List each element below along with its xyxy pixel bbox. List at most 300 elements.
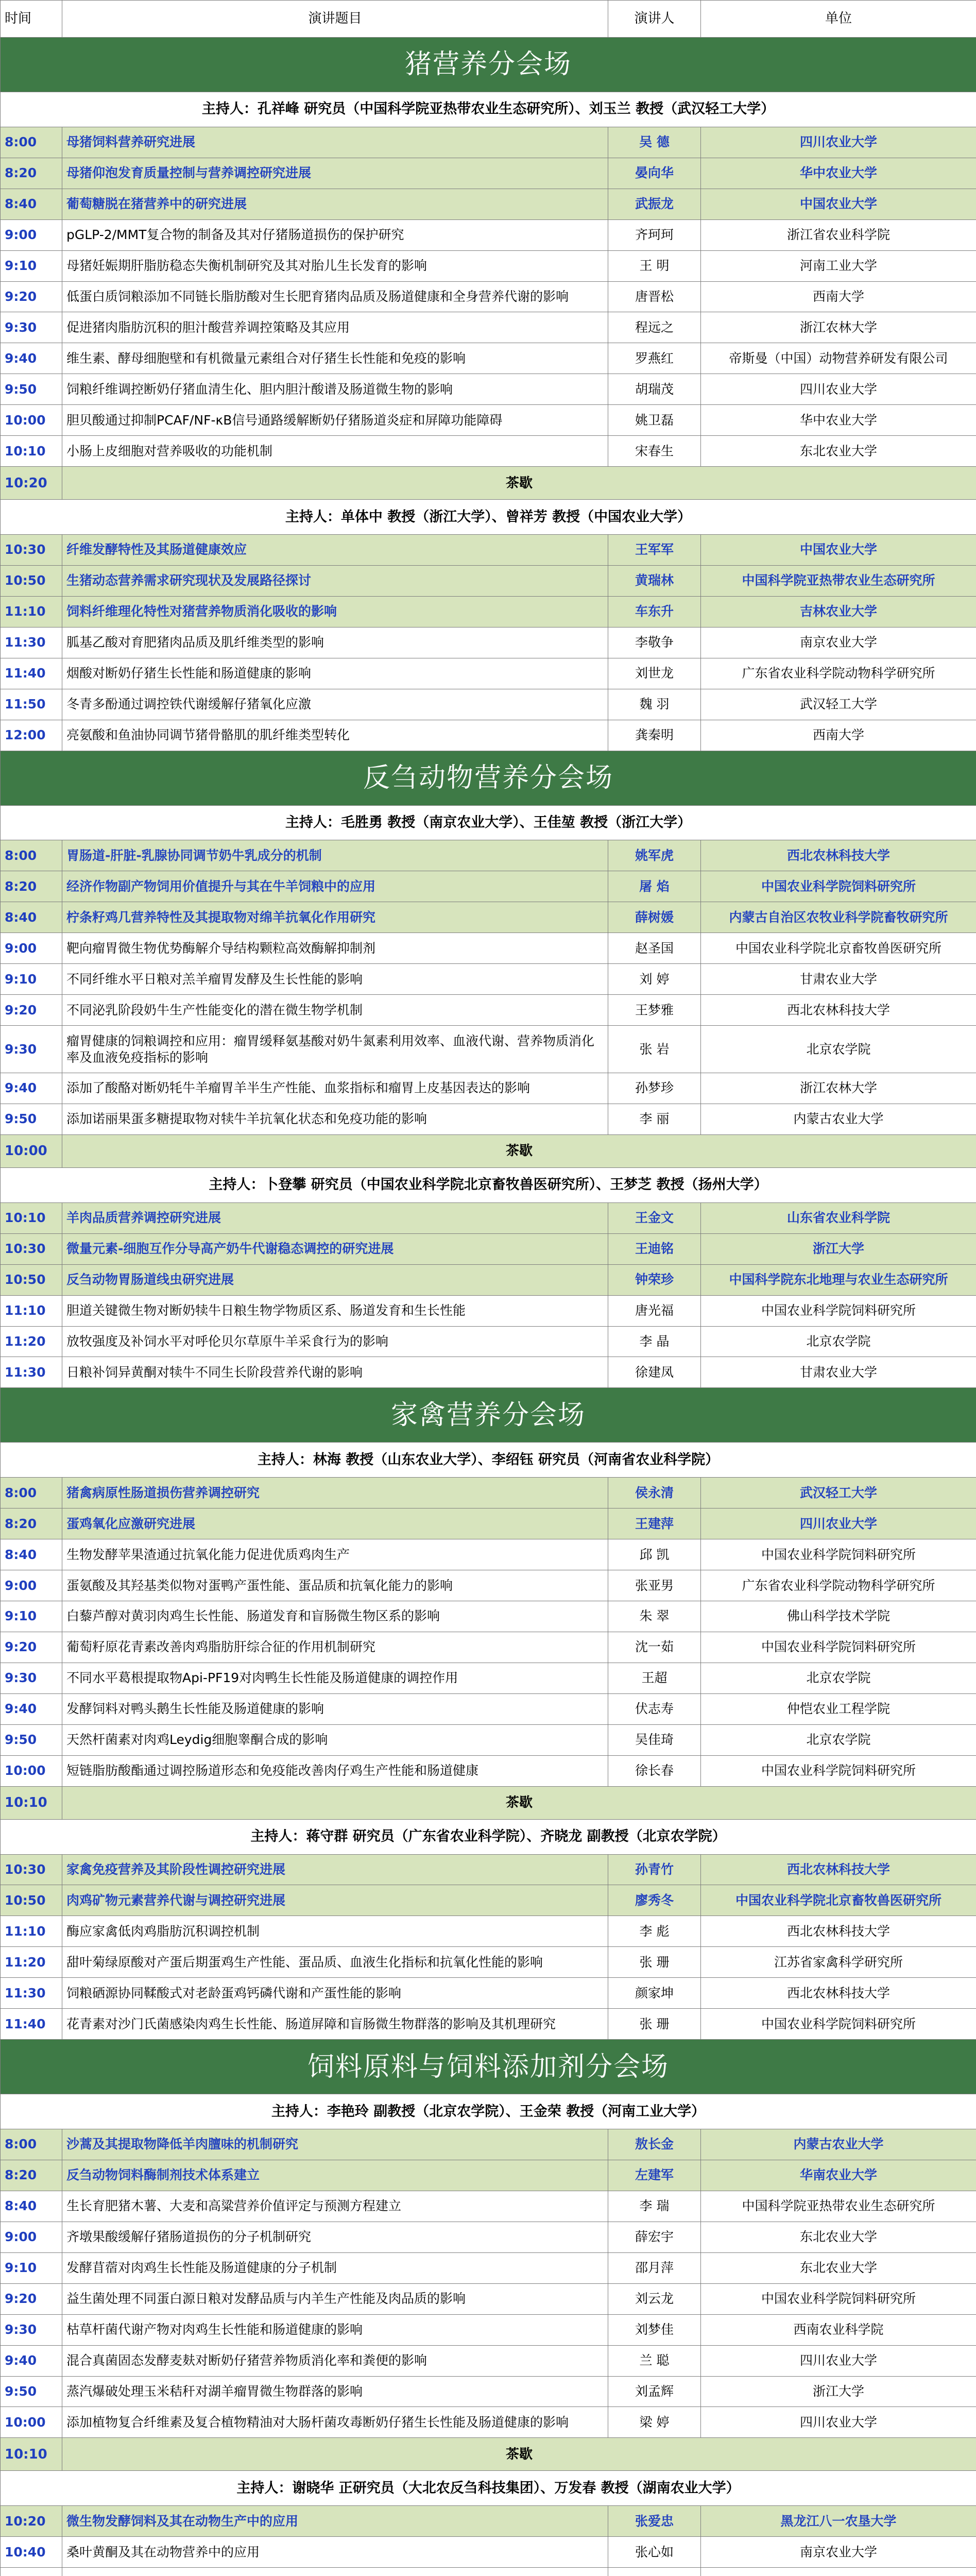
talk-time (1, 2568, 62, 2576)
talk-unit: 华南农业大学 (701, 2160, 976, 2191)
talk-time: 9:00 (1, 2222, 62, 2252)
schedule-body (1, 1, 976, 2576)
talk-speaker: 徐长春 (608, 1755, 701, 1786)
talk-time: 11:20 (1, 1326, 62, 1357)
session-chairs: 主持人：毛胜勇 教授（南京农业大学）、王佳堃 教授（浙江大学） (1, 805, 976, 840)
talk-time: 10:50 (1, 565, 62, 596)
session-chairs: 主持人：单体中 教授（浙江大学）、曾祥芳 教授（中国农业大学） (1, 500, 976, 535)
talk-row (1, 2283, 976, 2314)
talk-row (1, 1026, 976, 1073)
session-chairs: 主持人：孔祥峰 研究员（中国科学院亚热带农业生态研究所）、刘玉兰 教授（武汉轻工大学） (1, 92, 976, 127)
talk-unit: 中国农业科学院饲料研究所 (701, 2283, 976, 2314)
talk-topic: 微量元素-细胞互作分导高产奶牛代谢稳态调控的研究进展 (62, 1233, 608, 1264)
talk-topic: 小肠上皮细胞对营养吸收的功能机制 (62, 436, 608, 467)
talk-row (1, 535, 976, 566)
talk-time: 11:10 (1, 1295, 62, 1326)
section-title-row (1, 2040, 976, 2094)
chair-row (1, 1443, 976, 1478)
talk-speaker: 刘云龙 (608, 2283, 701, 2314)
talk-topic: pGLP-2/MMT复合物的制备及其对仔猪肠道损伤的保护研究 (62, 219, 608, 250)
talk-speaker: 李 丽 (608, 1104, 701, 1134)
talk-speaker: 罗燕红 (608, 343, 701, 374)
talk-row (1, 1916, 976, 1947)
talk-topic: 经济作物副产物饲用价值提升与其在牛羊饲粮中的应用 (62, 871, 608, 902)
talk-row (1, 658, 976, 689)
talk-unit: 南京农业大学 (701, 627, 976, 658)
talk-row (1, 627, 976, 658)
talk-topic: 饲料纤维理化特性对猪营养物质消化吸收的影响 (62, 596, 608, 627)
talk-unit: 浙江省农业科学院 (701, 219, 976, 250)
talk-time: 8:00 (1, 1478, 62, 1509)
talk-speaker: 兰 聪 (608, 2345, 701, 2376)
session-chairs: 主持人：林海 教授（山东农业大学）、李绍钰 研究员（河南省农业科学院） (1, 1443, 976, 1478)
talk-row (1, 1724, 976, 1755)
talk-row (1, 312, 976, 343)
talk-time: 11:30 (1, 627, 62, 658)
talk-time: 10:30 (1, 1854, 62, 1885)
talk-unit: 吉林农业大学 (701, 596, 976, 627)
talk-speaker: 龚秦明 (608, 720, 701, 751)
talk-topic: 饲粮纤维调控断奶仔猪血清生化、胆内胆汁酸谱及肠道微生物的影响 (62, 374, 608, 405)
talk-speaker: 屠 焰 (608, 871, 701, 902)
talk-row (1, 1693, 976, 1724)
talk-row (1, 2345, 976, 2376)
talk-time: 8:20 (1, 1509, 62, 1539)
talk-row (1, 2568, 976, 2576)
talk-speaker: 晏向华 (608, 158, 701, 189)
talk-time: 10:20 (1, 2506, 62, 2537)
break-time: 10:10 (1, 1786, 62, 1819)
talk-unit: 山东省农业科学院 (701, 1202, 976, 1233)
talk-time: 9:40 (1, 343, 62, 374)
talk-speaker: 魏 羽 (608, 689, 701, 720)
talk-unit: 中国农业科学院饲料研究所 (701, 1295, 976, 1326)
talk-row (1, 1539, 976, 1570)
talk-unit: 西南大学 (701, 720, 976, 751)
break-row (1, 467, 976, 500)
talk-topic: 纤维发酵特性及其肠道健康效应 (62, 535, 608, 566)
talk-speaker: 孙青竹 (608, 1854, 701, 1885)
talk-row (1, 1202, 976, 1233)
talk-topic: 发酵苜蓿对肉鸡生长性能及肠道健康的分子机制 (62, 2252, 608, 2283)
talk-row (1, 720, 976, 751)
session-chairs: 主持人：李艳玲 副教授（北京农学院）、王金荣 教授（河南工业大学） (1, 2094, 976, 2129)
talk-topic: 天然杆菌素对肉鸡Leydig细胞睾酮合成的影响 (62, 1724, 608, 1755)
talk-unit: 中国农业大学 (701, 535, 976, 566)
talk-speaker: 刘孟辉 (608, 2376, 701, 2407)
talk-row (1, 281, 976, 312)
talk-time: 8:00 (1, 127, 62, 158)
talk-topic: 胆道关键微生物对断奶犊牛日粮生物学物质区系、肠道发育和生长性能 (62, 1295, 608, 1326)
talk-unit: 中国农业科学院北京畜牧兽医研究所 (701, 933, 976, 964)
talk-speaker: 唐晋松 (608, 281, 701, 312)
talk-unit: 武汉轻工大学 (701, 1478, 976, 1509)
talk-row (1, 343, 976, 374)
talk-unit: 北京农学院 (701, 1724, 976, 1755)
talk-time: 10:30 (1, 535, 62, 566)
chair-row (1, 1167, 976, 1202)
talk-unit: 东北农业大学 (701, 2252, 976, 2283)
talk-unit: 浙江农林大学 (701, 312, 976, 343)
talk-speaker: 胡瑞茂 (608, 374, 701, 405)
talk-topic: 反刍动物饲料酶制剂技术体系建立 (62, 2160, 608, 2191)
talk-topic: 添加了酸酪对断奶牦牛羊瘤胃羊半生产性能、血浆指标和瘤胃上皮基因表达的影响 (62, 1073, 608, 1104)
talk-time: 9:40 (1, 1693, 62, 1724)
talk-speaker: 王超 (608, 1663, 701, 1693)
talk-unit: 西北农林科技大学 (701, 1916, 976, 1947)
talk-time: 10:00 (1, 2407, 62, 2438)
talk-topic: 维生素、酵母细胞壁和有机微量元素组合对仔猪生长性能和免疫的影响 (62, 343, 608, 374)
talk-unit: 中国农业科学院饲料研究所 (701, 1632, 976, 1663)
talk-unit: 中国科学院亚热带农业生态研究所 (701, 565, 976, 596)
talk-speaker: 吴 德 (608, 127, 701, 158)
talk-speaker: 王金文 (608, 1202, 701, 1233)
talk-speaker: 刘梦佳 (608, 2314, 701, 2345)
break-row (1, 1134, 976, 1167)
break-row (1, 2438, 976, 2471)
talk-row (1, 933, 976, 964)
talk-unit: 内蒙古自治区农牧业科学院畜牧研究所 (701, 902, 976, 933)
chair-row (1, 2094, 976, 2129)
talk-speaker: 王迪铭 (608, 1233, 701, 1264)
talk-time: 9:40 (1, 1073, 62, 1104)
chair-row (1, 2471, 976, 2506)
talk-time: 8:20 (1, 2160, 62, 2191)
talk-unit: 四川农业大学 (701, 2345, 976, 2376)
talk-unit: 黑龙江八一农垦大学 (701, 2506, 976, 2537)
talk-time: 9:30 (1, 1026, 62, 1073)
talk-time: 11:20 (1, 1947, 62, 1978)
talk-speaker: 张 岩 (608, 1026, 701, 1073)
talk-topic: 胃肠道-肝脏-乳腺协同调节奶牛乳成分的机制 (62, 840, 608, 871)
talk-speaker: 王建萍 (608, 1509, 701, 1539)
talk-time: 8:40 (1, 189, 62, 219)
talk-speaker: 薛树媛 (608, 902, 701, 933)
talk-unit: 河南工业大学 (701, 250, 976, 281)
talk-time: 8:00 (1, 2129, 62, 2160)
talk-time: 9:30 (1, 312, 62, 343)
talk-time: 11:30 (1, 1978, 62, 2009)
talk-unit: 中国农业科学院北京畜牧兽医研究所 (701, 1885, 976, 1916)
talk-row (1, 840, 976, 871)
talk-unit: 甘肃农业大学 (701, 964, 976, 995)
talk-time: 9:20 (1, 995, 62, 1026)
talk-speaker: 张心如 (608, 2537, 701, 2568)
talk-time: 9:20 (1, 1632, 62, 1663)
talk-time: 9:10 (1, 964, 62, 995)
talk-unit: 北京农学院 (701, 1663, 976, 1693)
break-label: 茶歇 (62, 1786, 976, 1819)
chair-row (1, 500, 976, 535)
talk-speaker: 张爱忠 (608, 2506, 701, 2537)
talk-topic: 低蛋白质饲粮添加不同链长脂肪酸对生长肥育猪肉品质及肠道健康和全身营养代谢的影响 (62, 281, 608, 312)
talk-unit: 浙江大学 (701, 2376, 976, 2407)
talk-time: 9:10 (1, 2252, 62, 2283)
talk-topic: 冬青多酚通过调控铁代谢缓解仔猪氧化应激 (62, 689, 608, 720)
talk-speaker: 刘世龙 (608, 658, 701, 689)
talk-topic: 亮氨酸和鱼油协同调节猪骨骼肌的肌纤维类型转化 (62, 720, 608, 751)
talk-topic: 不同泌乳阶段奶牛生产性能变化的潜在微生物学机制 (62, 995, 608, 1026)
talk-time: 8:40 (1, 902, 62, 933)
talk-topic: 生物发酵苹果渣通过抗氧化能力促进优质鸡肉生产 (62, 1539, 608, 1570)
header-speaker: 演讲人 (608, 1, 701, 38)
talk-time: 10:50 (1, 1264, 62, 1295)
talk-topic: 母猪妊娠期肝脂肪稳态失衡机制研究及其对胎儿生长发育的影响 (62, 250, 608, 281)
talk-row (1, 405, 976, 436)
talk-unit: 中国农业科学院饲料研究所 (701, 2009, 976, 2040)
talk-row (1, 1755, 976, 1786)
talk-unit: 仲恺农业工程学院 (701, 1693, 976, 1724)
talk-speaker: 黄瑞林 (608, 565, 701, 596)
talk-unit: 佛山科学技术学院 (701, 1601, 976, 1632)
talk-speaker: 李敬争 (608, 627, 701, 658)
talk-topic: 花青素对沙门氏菌感染肉鸡生长性能、肠道屏障和盲肠微生物群落的影响及其机理研究 (62, 2009, 608, 2040)
talk-time: 10:00 (1, 405, 62, 436)
talk-time: 10:10 (1, 436, 62, 467)
talk-time: 11:10 (1, 1916, 62, 1947)
break-time: 10:00 (1, 1134, 62, 1167)
talk-time: 9:00 (1, 933, 62, 964)
talk-topic: 桑叶黄酮及其在动物营养中的应用 (62, 2537, 608, 2568)
talk-row (1, 436, 976, 467)
talk-speaker: 李 晶 (608, 1326, 701, 1357)
talk-topic: 微生物发酵饲料及其在动物生产中的应用 (62, 2506, 608, 2537)
talk-unit: 武汉轻工大学 (701, 689, 976, 720)
talk-unit: 中国农业科学院饲料研究所 (701, 1755, 976, 1786)
talk-speaker: 王军军 (608, 535, 701, 566)
talk-unit: 广东省农业科学院动物科学研究所 (701, 658, 976, 689)
talk-time: 8:20 (1, 871, 62, 902)
talk-unit: 西南农业科学院 (701, 2314, 976, 2345)
talk-topic: 母猪仰泡发育质量控制与营养调控研究进展 (62, 158, 608, 189)
talk-speaker: 宋春生 (608, 436, 701, 467)
talk-time: 9:50 (1, 2376, 62, 2407)
header-row (1, 1, 976, 38)
talk-unit: 西北农林科技大学 (701, 1854, 976, 1885)
talk-unit (701, 2568, 976, 2576)
talk-speaker: 车东升 (608, 596, 701, 627)
talk-speaker: 张 珊 (608, 2009, 701, 2040)
talk-time: 10:50 (1, 1885, 62, 1916)
chair-row (1, 805, 976, 840)
talk-topic: 日粮补饲异黄酮对犊牛不同生长阶段营养代谢的影响 (62, 1357, 608, 1388)
talk-time: 9:50 (1, 1104, 62, 1134)
talk-unit: 北京农学院 (701, 1026, 976, 1073)
talk-unit: 广东省农业科学院动物科学研究所 (701, 1570, 976, 1601)
talk-speaker: 程远之 (608, 312, 701, 343)
break-row (1, 1786, 976, 1819)
talk-speaker: 侯永清 (608, 1478, 701, 1509)
talk-topic: 齐墩果酸缓解仔猪肠道损伤的分子机制研究 (62, 2222, 608, 2252)
talk-topic: 胍基乙酸对育肥猪肉品质及肌纤维类型的影响 (62, 627, 608, 658)
talk-row (1, 2537, 976, 2568)
talk-time: 11:40 (1, 658, 62, 689)
talk-row (1, 1264, 976, 1295)
talk-row (1, 189, 976, 219)
talk-topic: 酶应家禽低肉鸡脂肪沉积调控机制 (62, 1916, 608, 1947)
talk-speaker: 薛宏宇 (608, 2222, 701, 2252)
talk-time: 10:00 (1, 1755, 62, 1786)
talk-row (1, 2191, 976, 2222)
talk-row (1, 2506, 976, 2537)
talk-time: 9:50 (1, 1724, 62, 1755)
talk-speaker: 王梦雅 (608, 995, 701, 1026)
talk-topic: 蛋氨酸及其羟基类似物对蛋鸭产蛋性能、蛋品质和抗氧化能力的影响 (62, 1570, 608, 1601)
talk-topic: 不同纤维水平日粮对羔羊瘤胃发酵及生长性能的影响 (62, 964, 608, 995)
talk-row (1, 2252, 976, 2283)
chair-row (1, 1819, 976, 1854)
talk-row (1, 1570, 976, 1601)
talk-unit: 浙江农林大学 (701, 1073, 976, 1104)
talk-row (1, 1947, 976, 1978)
talk-row (1, 565, 976, 596)
talk-unit: 内蒙古农业大学 (701, 2129, 976, 2160)
talk-row (1, 2160, 976, 2191)
talk-unit: 南京农业大学 (701, 2537, 976, 2568)
section-title-row (1, 37, 976, 92)
talk-row (1, 1233, 976, 1264)
talk-topic: 生猪动态营养需求研究现状及发展路径探讨 (62, 565, 608, 596)
talk-row (1, 1632, 976, 1663)
talk-speaker: 李 彪 (608, 1916, 701, 1947)
talk-speaker: 王 明 (608, 250, 701, 281)
talk-row (1, 1885, 976, 1916)
talk-unit: 浙江大学 (701, 1233, 976, 1264)
talk-time: 12:00 (1, 720, 62, 751)
talk-speaker: 钟荣珍 (608, 1264, 701, 1295)
talk-speaker: 赵圣国 (608, 933, 701, 964)
talk-topic: 白藜芦醇对黄羽肉鸡生长性能、肠道发育和盲肠微生物区系的影响 (62, 1601, 608, 1632)
talk-unit: 中国科学院东北地理与农业生态研究所 (701, 1264, 976, 1295)
talk-row (1, 1073, 976, 1104)
talk-topic: 枯草杆菌代谢产物对肉鸡生长性能和肠道健康的影响 (62, 2314, 608, 2345)
talk-row (1, 2376, 976, 2407)
talk-row (1, 871, 976, 902)
talk-speaker: 邱 凯 (608, 1539, 701, 1570)
talk-time: 9:20 (1, 281, 62, 312)
talk-unit: 内蒙古农业大学 (701, 1104, 976, 1134)
talk-row (1, 1509, 976, 1539)
talk-row (1, 1357, 976, 1388)
talk-time: 8:40 (1, 1539, 62, 1570)
talk-topic: 添加植物复合纤维素及复合植物精油对大肠杆菌攻毒断奶仔猪生长性能及肠道健康的影响 (62, 2407, 608, 2438)
break-label: 茶歇 (62, 467, 976, 500)
talk-row (1, 1326, 976, 1357)
talk-unit: 西北农林科技大学 (701, 1978, 976, 2009)
talk-time: 11:40 (1, 2009, 62, 2040)
header-unit: 单位 (701, 1, 976, 38)
talk-unit: 北京农学院 (701, 1326, 976, 1357)
talk-topic: 发酵饲料对鸭头鹅生长性能及肠道健康的影响 (62, 1693, 608, 1724)
talk-speaker: 敖长金 (608, 2129, 701, 2160)
talk-speaker: 朱 翠 (608, 1601, 701, 1632)
talk-topic: 肉鸡矿物元素营养代谢与调控研究进展 (62, 1885, 608, 1916)
talk-topic: 混合真菌固态发酵麦麸对断奶仔猪营养物质消化率和粪便的影响 (62, 2345, 608, 2376)
talk-time: 9:40 (1, 2345, 62, 2376)
talk-time: 10:30 (1, 1233, 62, 1264)
talk-unit: 东北农业大学 (701, 436, 976, 467)
talk-time: 8:00 (1, 840, 62, 871)
section-title: 反刍动物营养分会场 (1, 751, 976, 805)
talk-row (1, 2009, 976, 2040)
talk-topic: 沙蒿及其提取物降低羊肉膻味的机制研究 (62, 2129, 608, 2160)
talk-row (1, 596, 976, 627)
talk-unit: 华中农业大学 (701, 405, 976, 436)
talk-topic: 瘤胃健康的饲粮调控和应用：瘤胃缓释氨基酸对奶牛氮素利用效率、血液代谢、营养物质消化率及血液免疫指标的影响 (62, 1026, 608, 1073)
talk-time: 11:50 (1, 689, 62, 720)
talk-speaker: 伏志寿 (608, 1693, 701, 1724)
talk-row (1, 1978, 976, 2009)
talk-row (1, 1478, 976, 1509)
talk-unit: 中国农业科学院饲料研究所 (701, 1539, 976, 1570)
talk-time: 9:50 (1, 374, 62, 405)
talk-topic: 家禽免疫营养及其阶段性调控研究进展 (62, 1854, 608, 1885)
talk-topic: 短链脂肪酸酯通过调控肠道形态和免疫能改善肉仔鸡生产性能和肠道健康 (62, 1755, 608, 1786)
talk-row (1, 689, 976, 720)
talk-topic: 添加诺丽果蛋多糖提取物对犊牛羊抗氧化状态和免疫功能的影响 (62, 1104, 608, 1134)
talk-time: 10:40 (1, 2537, 62, 2568)
talk-speaker: 沈一茹 (608, 1632, 701, 1663)
talk-topic: 生长育肥猪木薯、大麦和高粱营养价值评定与预测方程建立 (62, 2191, 608, 2222)
talk-speaker: 武振龙 (608, 189, 701, 219)
talk-unit: 西北农林科技大学 (701, 995, 976, 1026)
talk-speaker: 齐珂珂 (608, 219, 701, 250)
talk-row (1, 2407, 976, 2438)
talk-row (1, 250, 976, 281)
talk-unit: 西南大学 (701, 281, 976, 312)
talk-topic: 不同水平葛根提取物Api-PF19对肉鸭生长性能及肠道健康的调控作用 (62, 1663, 608, 1693)
talk-unit: 华中农业大学 (701, 158, 976, 189)
talk-topic: 烟酸对断奶仔猪生长性能和肠道健康的影响 (62, 658, 608, 689)
session-chairs: 主持人：蒋守群 研究员（广东省农业科学院）、齐晓龙 副教授（北京农学院） (1, 1819, 976, 1854)
talk-speaker: 李 瑞 (608, 2191, 701, 2222)
talk-topic: 饲粮硒源协同鞣酸式对老龄蛋鸡钙磷代谢和产蛋性能的影响 (62, 1978, 608, 2009)
talk-time: 9:00 (1, 1570, 62, 1601)
talk-unit: 西北农林科技大学 (701, 840, 976, 871)
talk-speaker: 梁 婷 (608, 2407, 701, 2438)
talk-time: 9:10 (1, 250, 62, 281)
talk-speaker: 左建军 (608, 2160, 701, 2191)
talk-speaker: 姚卫磊 (608, 405, 701, 436)
talk-unit: 四川农业大学 (701, 127, 976, 158)
header-topic: 演讲题目 (62, 1, 608, 38)
section-title-row (1, 751, 976, 805)
talk-time: 8:40 (1, 2191, 62, 2222)
talk-speaker: 唐光福 (608, 1295, 701, 1326)
section-title: 家禽营养分会场 (1, 1388, 976, 1443)
talk-topic: 葡萄籽原花青素改善肉鸡脂肪肝综合征的作用机制研究 (62, 1632, 608, 1663)
talk-topic: 蛋鸡氧化应激研究进展 (62, 1509, 608, 1539)
session-chairs: 主持人：谢晓华 正研究员（大北农反刍科技集团）、万发春 教授（湖南农业大学） (1, 2471, 976, 2506)
talk-unit: 中国农业科学院饲料研究所 (701, 871, 976, 902)
talk-unit: 四川农业大学 (701, 1509, 976, 1539)
break-time: 10:20 (1, 467, 62, 500)
talk-topic: 柠条籽鸡几营养特性及其提取物对绵羊抗氧化作用研究 (62, 902, 608, 933)
talk-topic: 放牧强度及补饲水平对呼伦贝尔草原牛羊采食行为的影响 (62, 1326, 608, 1357)
talk-row (1, 127, 976, 158)
session-chairs: 主持人：卜登攀 研究员（中国农业科学院北京畜牧兽医研究所）、王梦芝 教授（扬州大学） (1, 1167, 976, 1202)
talk-row (1, 1104, 976, 1134)
talk-row (1, 1295, 976, 1326)
talk-unit: 中国农业大学 (701, 189, 976, 219)
talk-speaker: 徐建凤 (608, 1357, 701, 1388)
talk-row (1, 2222, 976, 2252)
talk-speaker: 廖秀冬 (608, 1885, 701, 1916)
talk-unit: 中国科学院亚热带农业生态研究所 (701, 2191, 976, 2222)
talk-topic: 胆贝酸通过抑制PCAF/NF-κB信号通路缓解断奶仔猪肠道炎症和屏障功能障碍 (62, 405, 608, 436)
talk-row (1, 374, 976, 405)
talk-row (1, 1601, 976, 1632)
